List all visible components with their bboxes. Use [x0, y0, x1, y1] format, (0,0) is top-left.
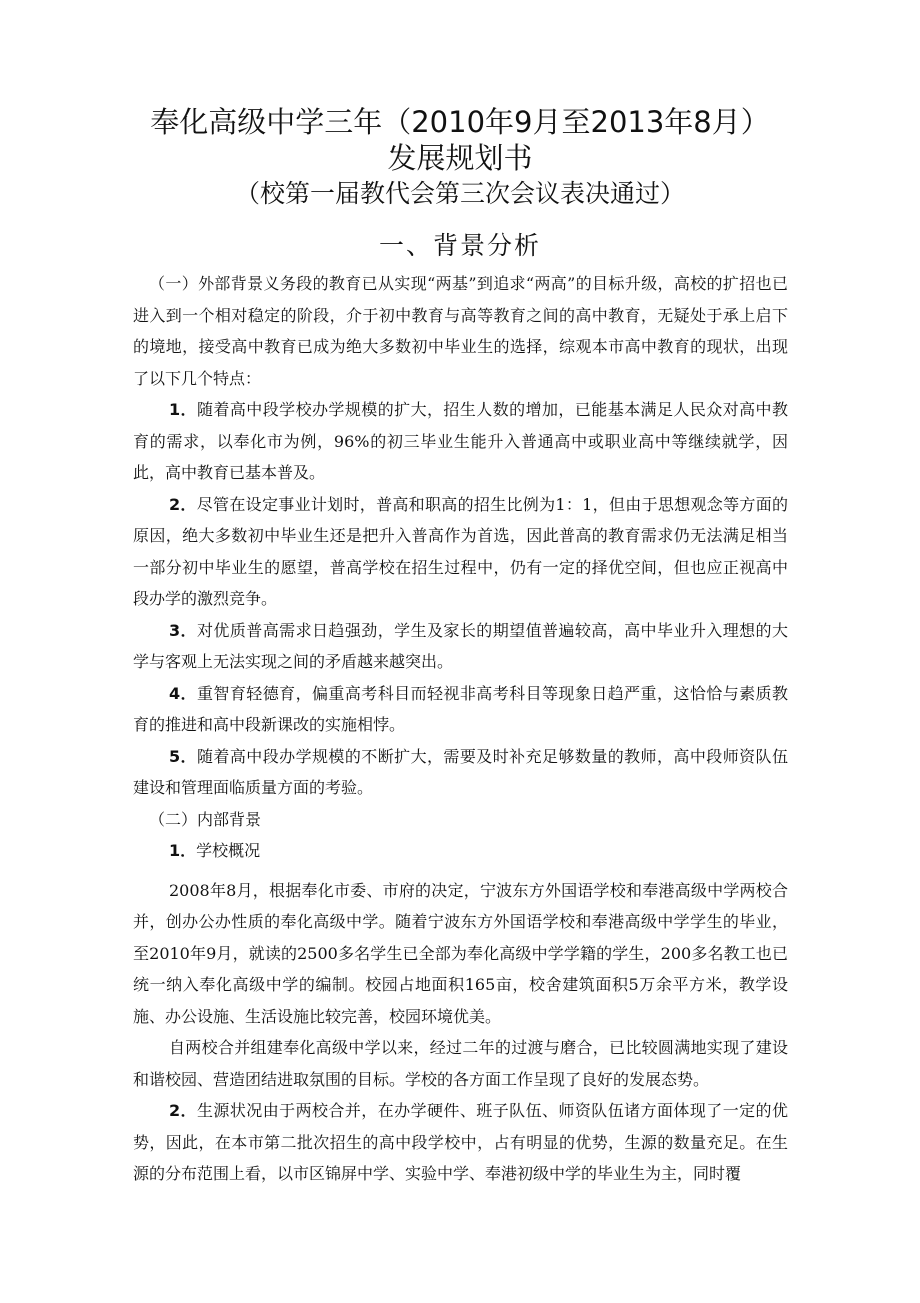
- item-text: 重智育轻德育，偏重高考科目而轻视非高考科目等现象日趋严重，这恰恰与素质教育的推进和高中段新课改的实施相悖。: [133, 683, 788, 734]
- item-text: 学校概况: [196, 841, 261, 860]
- title-line-1: 奉化高级中学三年（2010年9月至2013年8月）: [150, 105, 770, 139]
- list-item: [133, 489, 788, 615]
- item-number: 4．: [169, 683, 197, 703]
- title-line-2: 发展规划书: [387, 141, 533, 175]
- item-number: 2．: [169, 1101, 197, 1120]
- school-overview-heading: [133, 835, 788, 867]
- item-text: 随着高中段办学规模的不断扩大，需要及时补充足够数量的教师，高中段师资队伍建设和管理面临质量方面的考验。: [133, 746, 788, 797]
- list-item: [133, 394, 788, 489]
- item-text: 生源状况由于两校合并，在办学硬件、班子队伍、师资队伍诸方面体现了一定的优势，因此，在本市第二批次招生的高中段学校中，占有明显的优势，生源的数量充足。在生源的分布范围上看，以市区锦屏中学、实验中学、奉港初级中学的毕业生为主，同时覆: [133, 1101, 788, 1183]
- item-number: 1．: [169, 841, 197, 860]
- document-title: [0, 104, 920, 212]
- student-source-paragraph: [133, 1095, 788, 1190]
- item-number: 3．: [169, 620, 197, 640]
- list-item: [133, 741, 788, 804]
- item-text: 随着高中段学校办学规模的扩大，招生人数的增加，已能基本满足人民众对高中教育的需求，以奉化市为例，96%的初三毕业生能升入普通高中或职业高中等继续就学，因此，高中教育已基本普及。: [133, 400, 788, 482]
- school-overview-paragraph: 2008年8月，根据奉化市委、市府的决定，宁波东方外国语学校和奉港高级中学两校合并，创办公办性质的奉化高级中学。随着宁波东方外国语学校和奉港高级中学学生的毕业，至2010年9月，就读的2500多名学生已全部为奉化高级中学学籍的学生，200多名教工也已统一纳入奉化高级中学的编制。校园占地面积165亩，校舍建筑面积5万余平方米，教学设施、办公设施、生活设施比较完善，校园环境优美。: [133, 880, 788, 1026]
- internal-background-heading: （二）内部背景: [149, 809, 262, 829]
- item-text: 尽管在设定事业计划时，普高和职高的招生比例为1：1，但由于思想观念等方面的原因，绝大多数初中毕业生还是把升入普高作为首选，因此普高的教育需求仍无法满足相当一部分初中毕业生的愿望，普高学校在招生过程中，仍有一定的择优空间，但也应正视高中段办学的激烈竞争。: [133, 494, 788, 608]
- merger-paragraph: 自两校合并组建奉化高级中学以来，经过二年的过渡与磨合，已比较圆满地实现了建设和谐校园、营造团结进取氛围的目标。学校的各方面工作呈现了良好的发展态势。: [133, 1038, 788, 1089]
- item-number: 2．: [169, 494, 197, 514]
- list-item: [133, 678, 788, 741]
- item-number: 5．: [169, 746, 197, 766]
- title-line-3: （校第一届教代会第三次会议表决通过）: [234, 179, 685, 208]
- item-number: 1．: [169, 400, 197, 419]
- body-text: [133, 268, 788, 1190]
- section-heading-background: 一、背景分析: [378, 231, 541, 260]
- list-item: [133, 615, 788, 678]
- external-background-intro: （一）外部背景义务段的教育已从实现“两基”到追求“两高”的目标升级，高校的扩招也已进入到一个相对稳定的阶段，介于初中教育与高等教育之间的高中教育，无疑处于承上启下的境地，接受高中教育已成为绝大多数初中毕业生的选择，综观本市高中教育的现状，出现了以下几个特点：: [133, 274, 788, 388]
- item-text: 对优质普高需求日趋强劲，学生及家长的期望值普遍较高，高中毕业升入理想的大学与客观上无法实现之间的矛盾越来越突出。: [133, 620, 788, 671]
